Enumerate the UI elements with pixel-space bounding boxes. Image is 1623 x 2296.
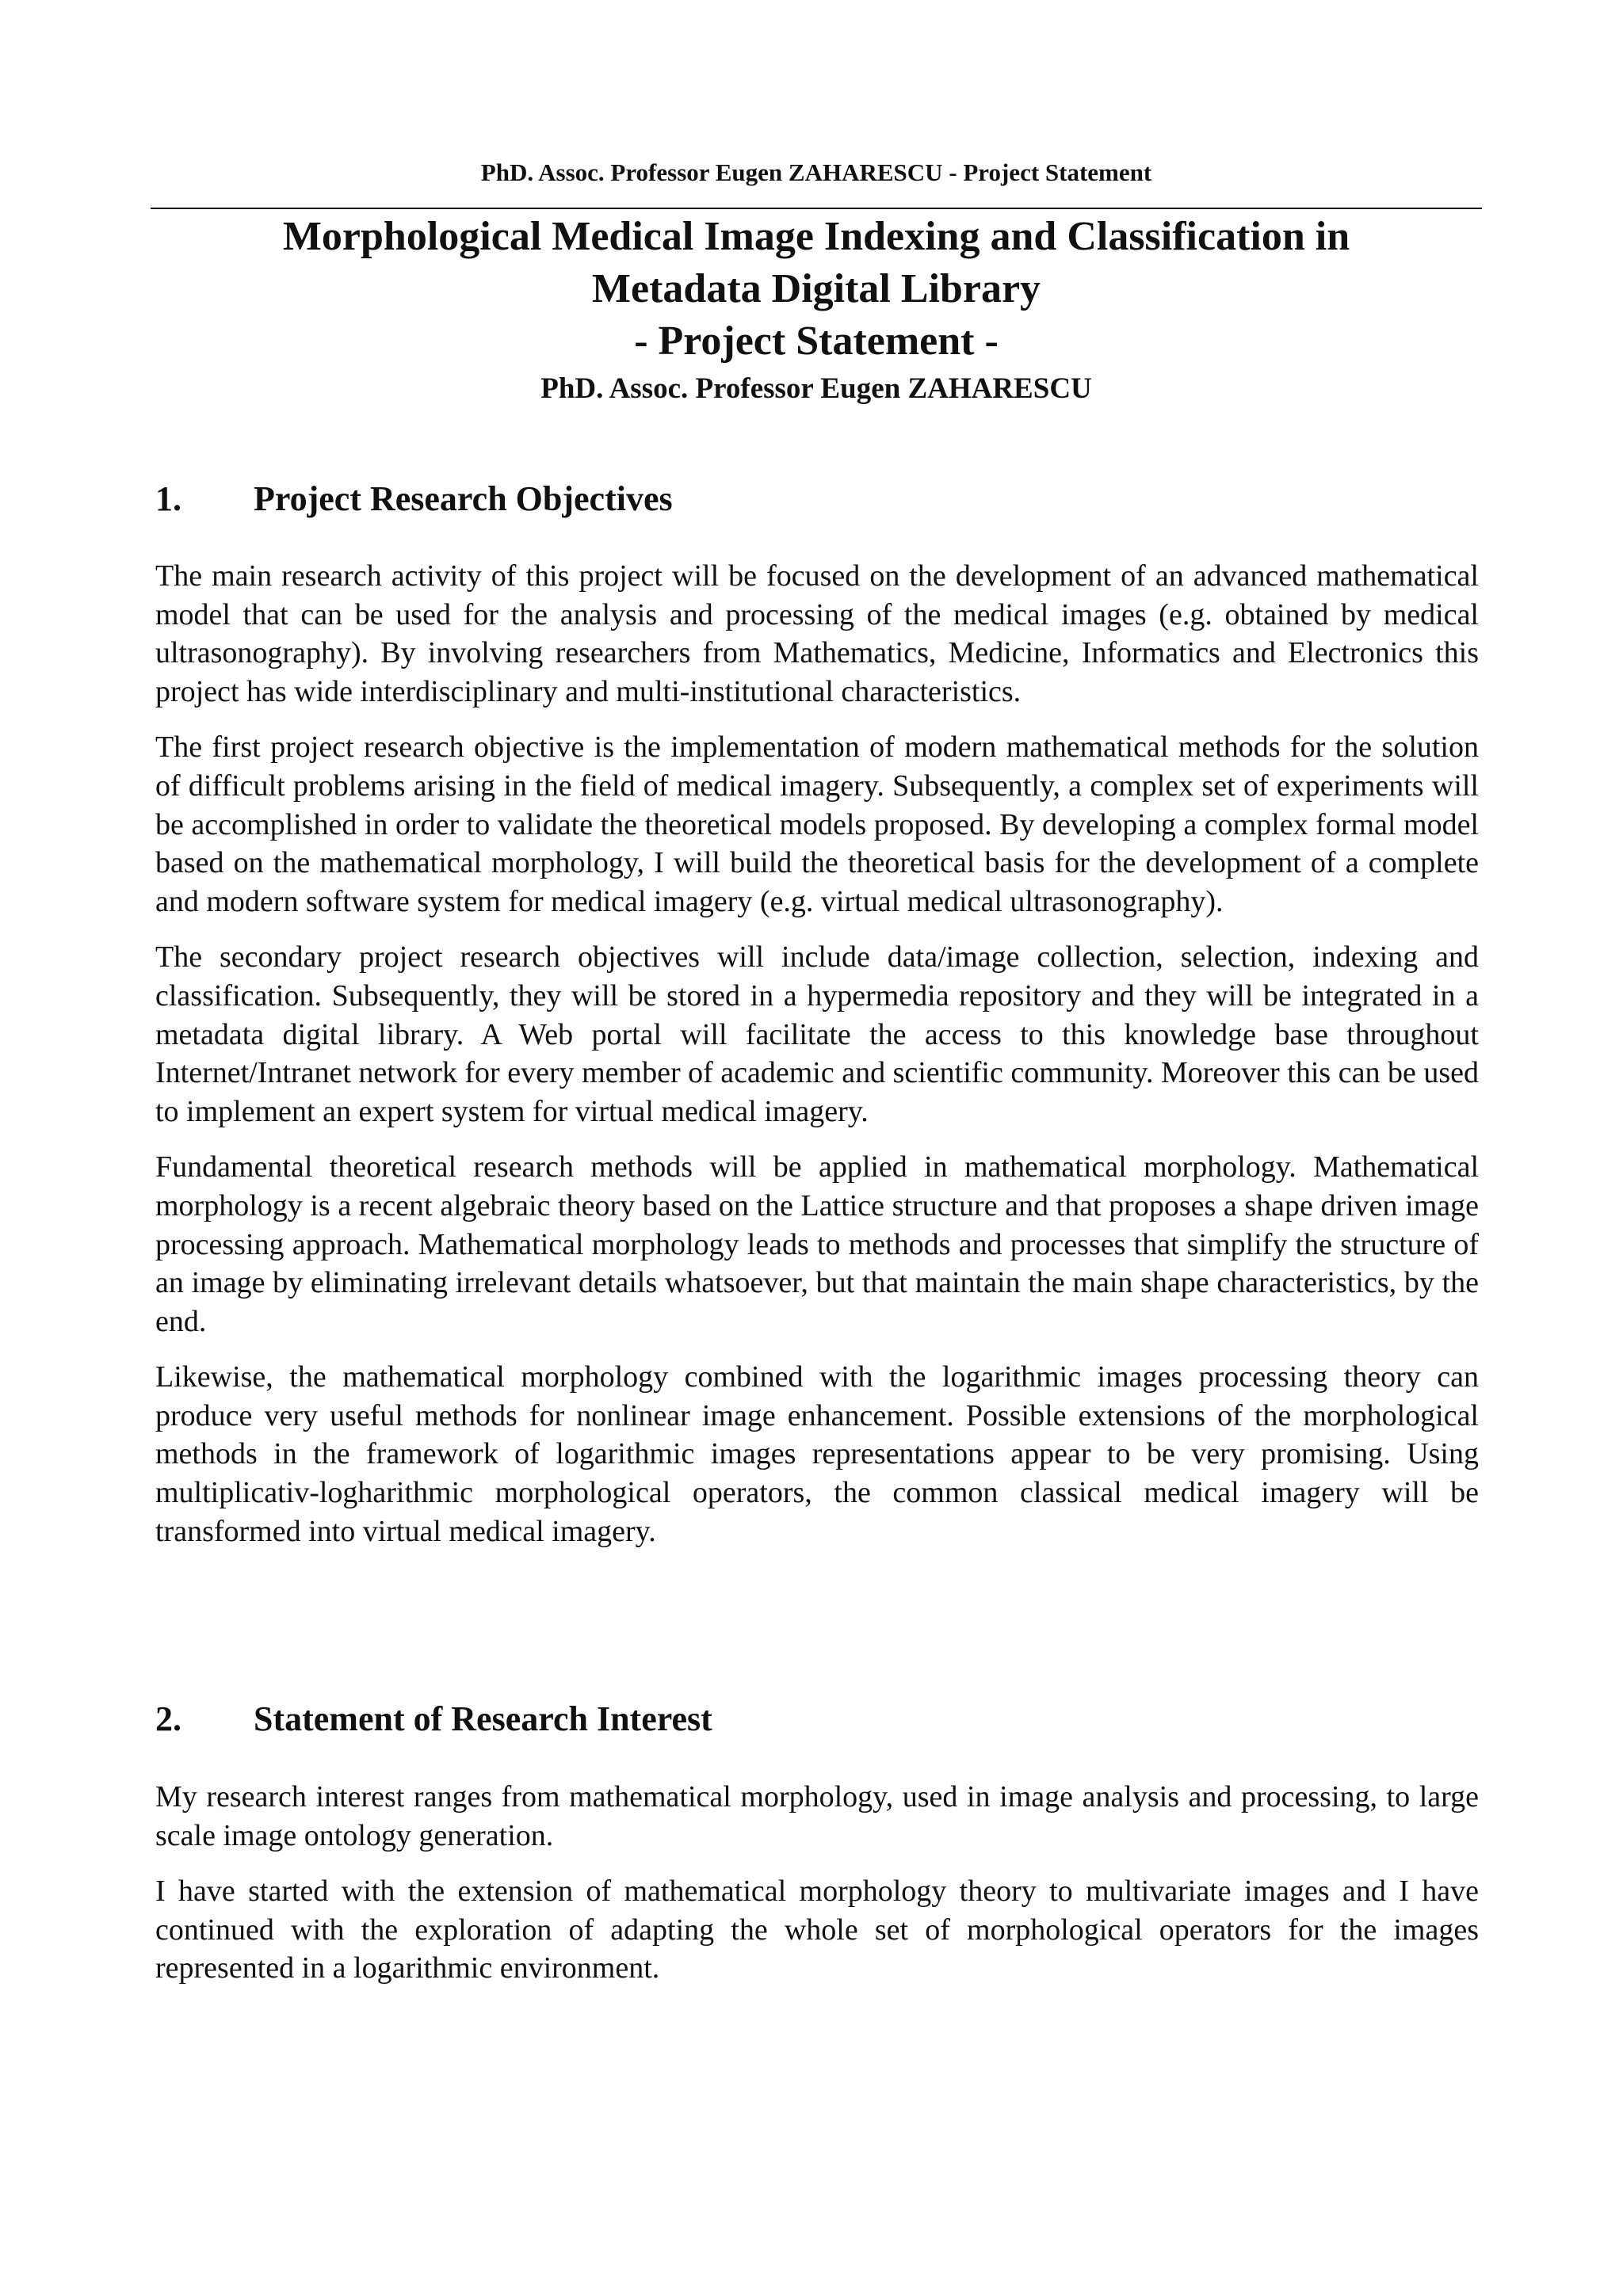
paragraph: My research interest ranges from mathematical morphology, used in image analysis and processing, to large scale image ontology generation. xyxy=(155,1780,1479,1852)
title-block xyxy=(151,211,1482,409)
author-line: PhD. Assoc. Professor Eugen ZAHARESCU xyxy=(540,372,1092,405)
document-subtitle: - Project Statement - xyxy=(634,318,999,364)
header-rule xyxy=(151,208,1482,209)
document-title-line-1: Morphological Medical Image Indexing and Classification in xyxy=(282,214,1350,259)
section-title: Project Research Objectives xyxy=(254,479,673,518)
paragraph: I have started with the extension of mathematical morphology theory to multivariate images and I have continued with the exploration of adapting the whole set of morphological operators for the images represented in a logarithmic environment. xyxy=(155,1875,1479,1985)
section-number: 2. xyxy=(155,1699,181,1738)
section-1-body xyxy=(155,557,1479,1568)
running-header: PhD. Assoc. Professor Eugen ZAHARESCU - Project Statement xyxy=(480,158,1152,186)
section-number: 1. xyxy=(155,479,181,518)
paragraph: Fundamental theoretical research methods will be applied in mathematical morphology. Mathematical morphology is a recent algebraic theory based on the Lattice structure and that proposes a shape driven image processing approach. Mathematical morphology leads to methods and processes that simplify the structure of an image by eliminating irrelevant details whatsoever, but that maintain the main shape characteristics, by the end. xyxy=(155,1150,1479,1338)
section-heading-2 xyxy=(155,1697,712,1741)
section-heading-1 xyxy=(155,477,673,521)
paragraph: Likewise, the mathematical morphology combined with the logarithmic images processing theory can produce very useful methods for nonlinear image enhancement. Possible extensions of the morphological methods in the framework of logarithmic images representations appear to be very promising. Using multiplicativ-logharithmic morphological operators, the common classical medical imagery will be transformed into virtual medical imagery. xyxy=(155,1360,1479,1548)
section-2-body xyxy=(155,1778,1479,2005)
document-title-line-2: Metadata Digital Library xyxy=(591,266,1041,311)
paragraph: The first project research objective is the implementation of modern mathematical methods for the solution of difficult problems arising in the field of medical imagery. Subsequently, a complex set of experiments will be accomplished in order to validate the theoretical models proposed. By developing a complex formal model based on the mathematical morphology, I will build the theoretical basis for the development of a complete and modern software system for medical imagery (e.g. virtual medical ultrasonography). xyxy=(155,730,1479,918)
paragraph: The main research activity of this project will be focused on the development of an advanced mathematical model that can be used for the analysis and processing of the medical images (e.g. obtained by medical ultrasonography). By involving researchers from Mathematics, Medicine, Informatics and Electronics this project has wide interdisciplinary and multi-institutional characteristics. xyxy=(155,559,1479,708)
section-title: Statement of Research Interest xyxy=(254,1699,712,1738)
paragraph: The secondary project research objectives will include data/image collection, selection, indexing and classification. Subsequently, they will be stored in a hypermedia repository and they will be integrated in a metadata digital library. A Web portal will facilitate the access to this knowledge base throughout Internet/Intranet network for every member of academic and scientific community. Moreover this can be used to implement an expert system for virtual medical imagery. xyxy=(155,940,1479,1128)
